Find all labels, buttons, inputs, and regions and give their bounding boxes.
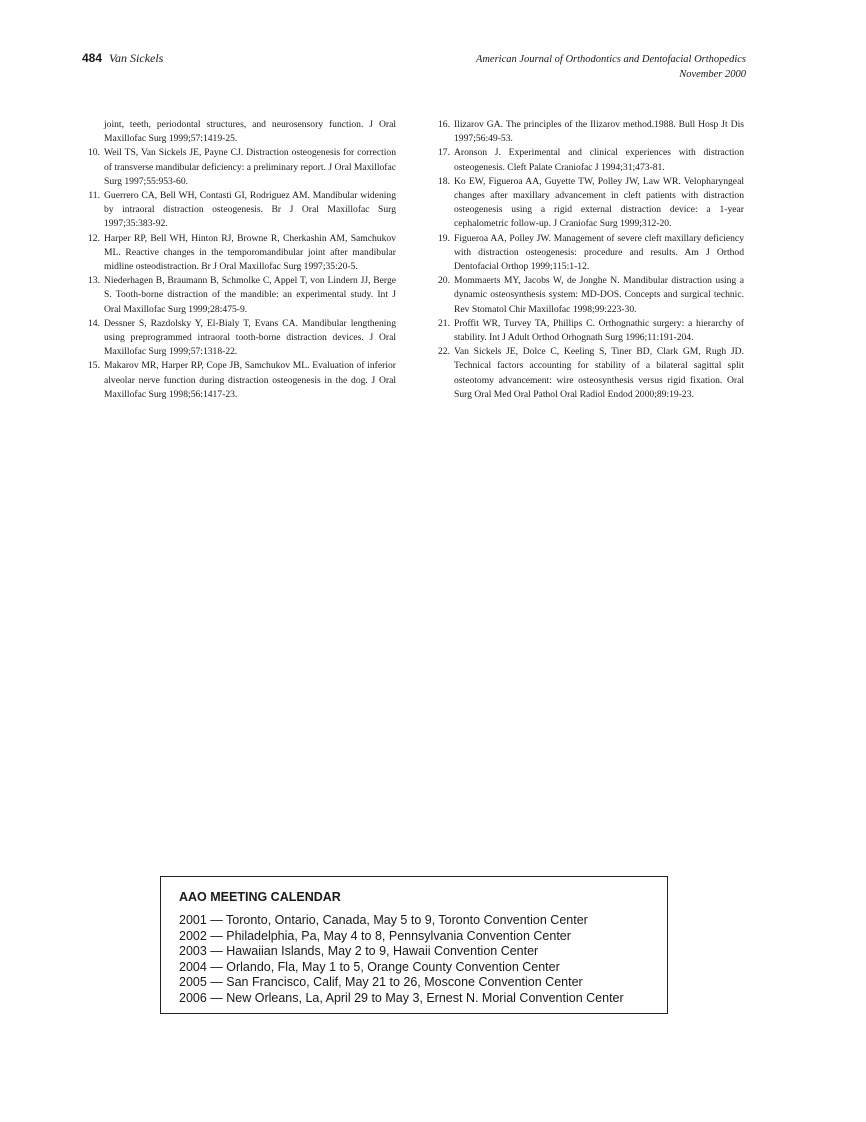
- calendar-title: AAO MEETING CALENDAR: [179, 890, 341, 904]
- reference-number: 13.: [88, 275, 100, 287]
- reference-number: 21.: [438, 317, 450, 329]
- reference-number: 22.: [438, 346, 450, 358]
- reference-text: joint, teeth, periodontal structures, and neurosensory function. J Oral Maxillofac Surg 1999;57:1419-25.: [104, 119, 396, 145]
- page-number: 484: [82, 51, 103, 65]
- reference-item: [432, 232, 744, 275]
- reference-item: [432, 175, 744, 232]
- references-column-left: [82, 118, 396, 402]
- references-column-right: [432, 118, 744, 402]
- reference-number: 11.: [88, 190, 100, 202]
- calendar-entry: 2001 — Toronto, Ontario, Canada, May 5 to 9, Toronto Convention Center: [179, 913, 588, 927]
- reference-text: Ko EW, Figueroa AA, Guyette TW, Polley JW, Law WR. Velopharyngeal changes after maxillary advancement in cleft patients with distraction osteogenesis using a rigid external distraction device: a 1-year cephalometric follow-up. J Craniofac Surg 1999;312-20.: [454, 175, 744, 230]
- meeting-calendar-box: [160, 876, 668, 1014]
- reference-item: [82, 146, 396, 189]
- calendar-entry: 2002 — Philadelphia, Pa, May 4 to 8, Pennsylvania Convention Center: [179, 928, 571, 943]
- calendar-entry: 2004 — Orlando, Fla, May 1 to 5, Orange County Convention Center: [179, 959, 560, 974]
- reference-item: [82, 189, 396, 232]
- reference-text: Weil TS, Van Sickels JE, Payne CJ. Distraction osteogenesis for correction of transverse mandibular deficiency: a preliminary report. J Oral Maxillofac Surg 1997;55:953-60.: [104, 147, 396, 187]
- reference-item: [82, 317, 396, 360]
- reference-number: 10.: [88, 147, 100, 159]
- reference-text: Ilizarov GA. The principles of the Ilizarov method.1988. Bull Hosp Jt Dis 1997;56:49-53.: [454, 119, 744, 145]
- issue-date: November 2000: [679, 69, 746, 80]
- reference-number: 17.: [438, 147, 450, 159]
- reference-item: [432, 274, 744, 317]
- calendar-entry: 2005 — San Francisco, Calif, May 21 to 26, Moscone Convention Center: [179, 975, 583, 990]
- journal-title: American Journal of Orthodontics and Dentofacial Orthopedics: [475, 54, 746, 65]
- reference-number: 20.: [438, 275, 450, 287]
- reference-item: [82, 359, 396, 402]
- reference-text: Mommaerts MY, Jacobs W, de Jonghe N. Mandibular distraction using a dynamic osteosynthesis system: MD-DOS. Concepts and surgical technic. Rev Stomatol Chir Maxillofac 1998;99:223-30.: [454, 275, 744, 315]
- reference-number: 12.: [88, 232, 100, 244]
- reference-number: 16.: [438, 119, 450, 130]
- reference-text: Dessner S, Razdolsky Y, El-Bialy T, Evans CA. Mandibular lengthening using preprogrammed intraoral tooth-borne distraction devices. J Oral Maxillofac Surg 1999;57:1318-22.: [104, 317, 396, 358]
- reference-number: 18.: [438, 175, 450, 187]
- reference-text: Makarov MR, Harper RP, Cope JB, Samchukov ML. Evaluation of inferior alveolar nerve function during distraction osteogenesis in the dog. J Oral Maxillofac Surg 1998;56:1417-23.: [104, 360, 396, 400]
- running-author: Van Sickels: [109, 51, 164, 65]
- reference-text: Harper RP, Bell WH, Hinton RJ, Browne R, Cherkashin AM, Samchukov ML. Reactive changes in the temporomandibular joint after mandibular midline osteodistraction. Br J Oral Maxillofac Surg 1997;35:20-5.: [104, 232, 396, 273]
- reference-item: [82, 118, 396, 146]
- calendar-entry: 2006 — New Orleans, La, April 29 to May 3, Ernest N. Morial Convention Center: [179, 990, 624, 1005]
- reference-text: Figueroa AA, Polley JW. Management of severe cleft maxillary deficiency with distraction osteogenesis: procedure and results. Am J Orthod Dentofacial Orthop 1999;115:1-12.: [454, 232, 744, 273]
- reference-item: [432, 345, 744, 402]
- reference-text: Van Sickels JE, Dolce C, Keeling S, Tiner BD, Clark GM, Rugh JD. Technical factors accounting for stability of a bilateral sagittal split osteotomy advancement: wire osteosynthesis versus rigid fixation. Oral Surg Oral Med Oral Pathol Oral Radiol Endod 2000;89:19-23.: [454, 346, 744, 400]
- reference-item: [82, 274, 396, 317]
- reference-item: [432, 317, 744, 345]
- reference-item: [82, 232, 396, 275]
- reference-number: 14.: [88, 317, 100, 329]
- reference-item: [432, 118, 744, 146]
- reference-text: Aronson J. Experimental and clinical experiences with distraction osteogenesis. Cleft Palate Craniofac J 1994;31;473-81.: [454, 147, 744, 173]
- reference-text: Guerrero CA, Bell WH, Contasti GI, Rodriguez AM. Mandibular widening by intraoral distraction osteogenesis. Br J Oral Maxillofac Surg 1997;35:383-92.: [104, 190, 396, 230]
- reference-text: Niederhagen B, Braumann B, Schmolke C, Appel T, von Lindern JJ, Berge S. Tooth-borne distraction of the mandible: an experimental study. Int J Oral Maxillofac Surg 1999;28:475-9.: [104, 275, 396, 315]
- calendar-entry: 2003 — Hawaiian Islands, May 2 to 9, Hawaii Convention Center: [179, 944, 539, 959]
- reference-item: [432, 146, 744, 174]
- reference-number: 19.: [438, 232, 450, 244]
- reference-number: 15.: [88, 360, 100, 372]
- running-header-right: [476, 52, 746, 82]
- running-header-left: [82, 51, 163, 66]
- reference-text: Proffit WR, Turvey TA, Phillips C. Orthognathic surgery: a hierarchy of stability. Int J Adult Orthod Orhognath Surg 1996;11:191-204.: [454, 317, 744, 344]
